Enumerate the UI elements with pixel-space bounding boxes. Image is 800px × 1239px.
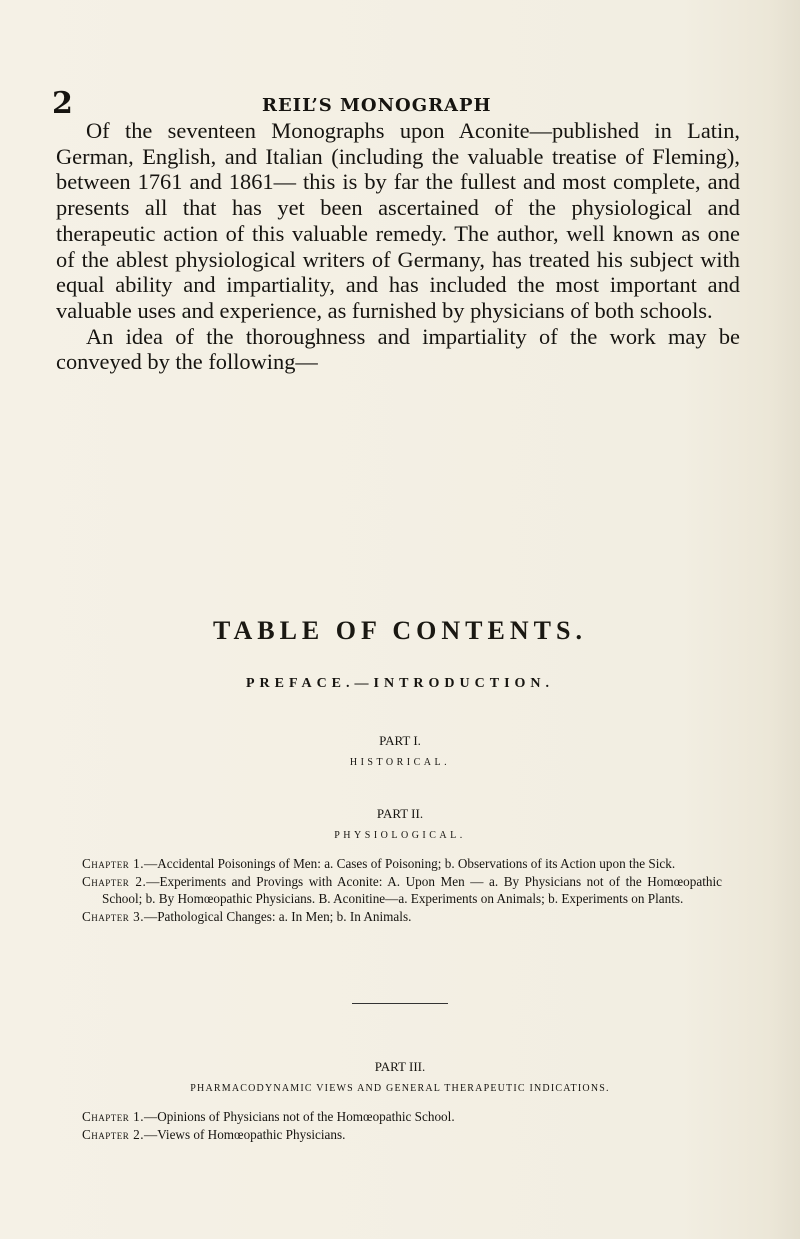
chapter-text: —Accidental Poisonings of Men: a. Cases of Poisoning; b. Observations of its Action upon the Sick. — [144, 856, 676, 871]
part-1-subheading: HISTORICAL. — [349, 757, 451, 768]
chapter-text: —Pathological Changes: a. In Men; b. In Animals. — [144, 908, 412, 924]
preface-introduction-line: PREFACE.—INTRODUCTION. — [245, 676, 555, 691]
chapter-text: —Opinions of Physicians not of the Homœopathic School. — [144, 1109, 455, 1124]
body-paragraph-2: An idea of the thoroughness and impartiality of the work may be conveyed by the following— — [56, 323, 740, 375]
part-3-chapter-list — [82, 1108, 722, 1143]
body-text — [56, 118, 740, 375]
page-number: 2 — [52, 86, 73, 121]
chapter-text: —Experiments and Provings with Aconite: A. Upon Men — a. By Physicians not of the Homœopathic School; b. By Homœopathic Physicians. B. Aconitine—a. Experiments on Animals; b. Experiments on Plants. — [102, 873, 722, 907]
chapter-entry — [82, 873, 722, 908]
chapter-label: Chapter 1. — [82, 856, 144, 871]
chapter-label: Chapter 1. — [82, 1109, 144, 1124]
section-divider — [352, 1003, 448, 1004]
part-1-heading: PART I. — [379, 733, 421, 748]
part-3-heading: PART III. — [374, 1059, 426, 1074]
part-2-chapter-list — [82, 855, 722, 925]
part-3-subheading: PHARMACODYNAMIC VIEWS AND GENERAL THERAPEUTIC INDICATIONS. — [190, 1083, 610, 1094]
part-1-heading-block — [0, 733, 800, 771]
part-2-heading-block — [0, 806, 800, 844]
chapter-entry — [82, 908, 722, 926]
chapter-label: Chapter 2. — [82, 873, 147, 889]
chapter-entry — [82, 855, 722, 873]
chapter-label: Chapter 2. — [82, 1126, 144, 1142]
chapter-label: Chapter 3. — [82, 908, 144, 924]
part-2-subheading: PHYSIOLOGICAL. — [334, 830, 466, 841]
toc-title: TABLE OF CONTENTS. — [213, 616, 587, 645]
body-paragraph-1: Of the seventeen Monographs upon Aconite—published in Latin, German, English, and Italian (including the valuable treatise of Fleming), between 1761 and 1861— this is by far the fullest and most complete, and presents all that has yet been ascertained of the physiological and therapeutic action of this valuable remedy. The author, well known as one of the ablest physiological writers of Germany, has treated his subject with equal ability and impartiality, and has included the most important and valuable uses and experience, as furnished by physicians of both schools. — [56, 118, 740, 323]
part-2-heading: PART II. — [376, 806, 424, 821]
part-3-heading-block — [0, 1059, 800, 1097]
chapter-entry — [82, 1126, 722, 1144]
chapter-text: —Views of Homœopathic Physicians. — [144, 1126, 346, 1142]
running-title: REIL’S MONOGRAPH — [262, 95, 492, 116]
chapter-entry — [82, 1108, 722, 1126]
